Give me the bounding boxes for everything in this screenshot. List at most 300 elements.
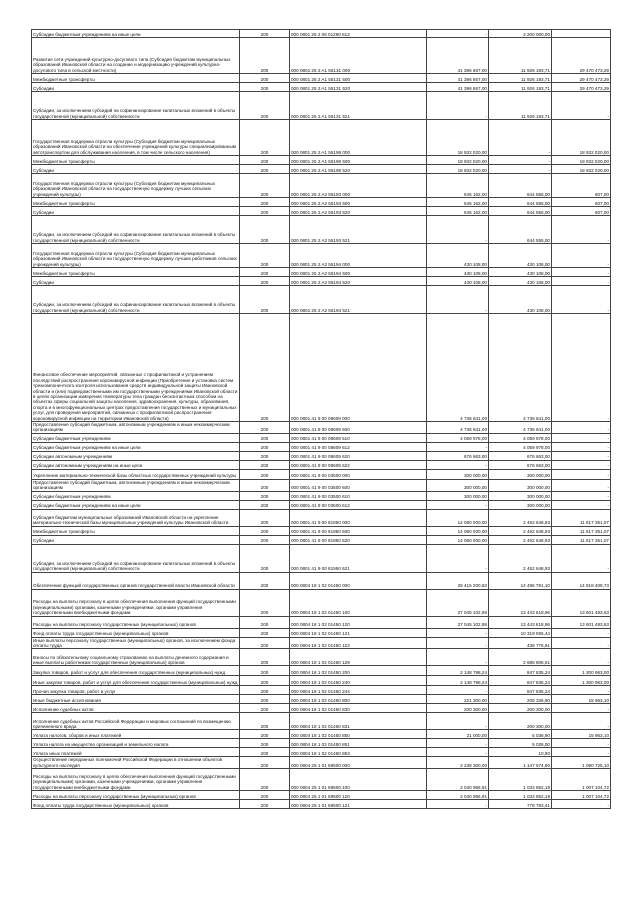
row-approved-amount: 200 300,00 [427, 704, 489, 713]
row-executed-amount: 438 776,91 [489, 637, 552, 649]
row-unexecuted-amount: 1 300 963,00 [552, 666, 611, 676]
row-approved-amount: 14 080 000,00 [427, 535, 489, 544]
row-executed-amount: 4 059 978,00 [489, 442, 552, 451]
row-approved-amount: 41 396 667,00 [427, 74, 489, 83]
row-classification-code: 000 0801 41 9 00 08609 610 [290, 433, 427, 442]
table-row [32, 666, 611, 676]
row-unexecuted-amount: 18 932 020,00 [552, 120, 611, 156]
row-classification-code: 000 0801 25 2 A1 55198 500 [290, 156, 427, 165]
row-unexecuted-amount: 15 963,10 [552, 695, 611, 704]
row-classification-code: 000 0804 25 1 01 59500 120 [290, 791, 427, 800]
row-unexecuted-amount: 1 007 104,72 [552, 791, 611, 800]
row-name: Субсидии, за исключением субсидий на софинансирование капитальных вложений в объекты государственной (муниципальной) собственности [32, 286, 240, 314]
table-row [32, 739, 611, 748]
row-code: 200 [240, 649, 290, 666]
row-name: Государственная поддержка отрасли культуры (Субсидия бюджетам муниципальных образований Ивановской области на государственную поддержку лучших сельских учреждений культуры) [32, 174, 240, 198]
row-approved-amount: 41 396 667,00 [427, 83, 489, 92]
row-classification-code: 000 0801 25 2 A2 55194 500 [290, 268, 427, 277]
row-code: 200 [240, 198, 290, 207]
row-unexecuted-amount: - [552, 442, 611, 451]
row-name: Расходы на выплаты персоналу государственных (муниципальных) органов [32, 616, 240, 628]
row-code: 200 [240, 207, 290, 216]
row-executed-amount: 644 555,00 [489, 174, 552, 198]
row-approved-amount: 430 108,00 [427, 244, 489, 268]
row-unexecuted-amount: - [552, 460, 611, 469]
row-approved-amount: 645 162,00 [427, 174, 489, 198]
row-classification-code: 000 0801 41 9 00 03500 610 [290, 491, 427, 500]
row-name: Финансовое обеспечение мероприятий, связанных с профилактикой и устранением последствий распространения коронавирусной инфекции (Приобретение и установка систем трехкомпонентного контроля использования средств индивидуальной защиты Ивановской области и (или) подведомственными им государственными учреждениями Ивановской области в целях организации измерения температуры тела граждан бесконтактным способом на объектах сферы социальной защиты населения, здравоохранения, культуры, образования, спорта и в многофункциональных центрах предоставления государственных и муниципальных услуг, для проведения мероприятий, связанных с профилактикой распространения коронавирусной инфекции на территории Ивановской области) [32, 314, 240, 422]
row-name: Межбюджетные трансферты [32, 526, 240, 535]
row-approved-amount: 2 148 798,24 [427, 666, 489, 676]
row-classification-code: 000 0804 18 1 02 01450 800 [290, 695, 427, 704]
row-name: Уплата налога на имущество организаций и земельного налога [32, 739, 240, 748]
table-row [32, 38, 611, 74]
row-code: 200 [240, 676, 290, 686]
row-classification-code: 000 0804 18 1 02 01450 129 [290, 649, 427, 666]
row-name: Субсидии бюджетным учреждениям [32, 433, 240, 442]
table-row [32, 491, 611, 500]
row-unexecuted-amount: - [552, 469, 611, 479]
row-classification-code: 000 0801 41 9 00 81950 521 [290, 544, 427, 572]
row-name: Расходы на выплаты персоналу в целях обеспечения выполнения функций государственными (муниципальными) органами, казенными учреждениями, органами управления государственными внебюджетными фондами [32, 769, 240, 791]
row-classification-code: 000 0801 25 2 A1 55131 521 [290, 92, 427, 120]
row-classification-code: 000 0804 18 1 02 01450 120 [290, 616, 427, 628]
row-approved-amount: - [427, 649, 489, 666]
row-name: Иные закупки товаров, работ и услуг для обеспечения государственных (муниципальных) нужд [32, 676, 240, 686]
row-code: 200 [240, 509, 290, 526]
row-approved-amount: 18 932 020,00 [427, 120, 489, 156]
row-code: 200 [240, 277, 290, 286]
row-classification-code: 000 0801 25 2 A2 55194 520 [290, 277, 427, 286]
row-unexecuted-amount: 1 090 725,10 [552, 757, 611, 769]
row-approved-amount: - [427, 748, 489, 757]
row-classification-code: 000 0801 41 9 00 81950 500 [290, 526, 427, 535]
row-name: Субсидии [32, 207, 240, 216]
row-approved-amount: - [427, 460, 489, 469]
row-name: Межбюджетные трансферты [32, 268, 240, 277]
row-approved-amount: - [427, 216, 489, 244]
table-row [32, 120, 611, 156]
row-approved-amount: - [427, 442, 489, 451]
row-unexecuted-amount: 607,00 [552, 207, 611, 216]
row-code: 200 [240, 165, 290, 174]
row-name: Межбюджетные трансферты [32, 198, 240, 207]
row-classification-code: 000 0804 18 1 02 01450 100 [290, 589, 427, 616]
row-executed-amount: 676 663,00 [489, 460, 552, 469]
row-approved-amount: 41 396 667,00 [427, 38, 489, 74]
row-unexecuted-amount: 18 932 020,00 [552, 156, 611, 165]
row-code: 200 [240, 704, 290, 713]
table-row [32, 460, 611, 469]
row-code: 200 [240, 666, 290, 676]
table-row [32, 748, 611, 757]
row-code: 200 [240, 469, 290, 479]
row-classification-code: 000 0804 18 1 02 01450 000 [290, 572, 427, 589]
table-row [32, 628, 611, 637]
row-code: 200 [240, 460, 290, 469]
row-executed-amount: 300 000,00 [489, 479, 552, 491]
row-classification-code: 000 0801 25 2 A2 55193 500 [290, 198, 427, 207]
row-code: 200 [240, 30, 290, 38]
row-approved-amount: 300 000,00 [427, 469, 489, 479]
row-classification-code: 000 0801 41 9 00 08609 622 [290, 460, 427, 469]
row-executed-amount: 430 108,00 [489, 277, 552, 286]
row-classification-code: 000 0804 18 1 02 01450 851 [290, 739, 427, 748]
row-code: 200 [240, 535, 290, 544]
row-code: 200 [240, 686, 290, 695]
row-unexecuted-amount: 29 470 473,29 [552, 83, 611, 92]
row-name: Субсидии бюджетным учреждениям [32, 491, 240, 500]
table-row [32, 277, 611, 286]
row-approved-amount: - [427, 544, 489, 572]
row-code: 200 [240, 216, 290, 244]
row-name: Исполнение судебных актов [32, 704, 240, 713]
row-classification-code: 000 0801 41 9 00 81950 000 [290, 509, 427, 526]
row-classification-code: 000 0804 25 1 01 59500 100 [290, 769, 427, 791]
row-code: 200 [240, 83, 290, 92]
row-executed-amount: 4 059 978,00 [489, 433, 552, 442]
table-row [32, 589, 611, 616]
row-classification-code: 000 0804 18 1 02 01450 830 [290, 704, 427, 713]
table-row [32, 713, 611, 730]
row-unexecuted-amount: - [552, 451, 611, 460]
row-code: 200 [240, 156, 290, 165]
row-classification-code: 000 0801 41 9 00 08609 600 [290, 422, 427, 434]
row-approved-amount: 645 162,00 [427, 207, 489, 216]
row-executed-amount: 10 319 065,44 [489, 628, 552, 637]
row-unexecuted-amount: - [552, 544, 611, 572]
row-classification-code: 000 0801 41 9 00 03500 600 [290, 479, 427, 491]
row-executed-amount: 13 443 618,96 [489, 616, 552, 628]
row-unexecuted-amount: 29 470 473,29 [552, 38, 611, 74]
row-approved-amount: 14 080 000,00 [427, 526, 489, 535]
row-name: Предоставление субсидий бюджетным, автономным учреждениям и иным некоммерческим организациям [32, 479, 240, 491]
row-code: 200 [240, 791, 290, 800]
row-code: 200 [240, 38, 290, 74]
row-unexecuted-amount: - [552, 649, 611, 666]
row-classification-code: 000 0801 25 2 A2 55194 000 [290, 244, 427, 268]
table-row [32, 791, 611, 800]
table-row [32, 695, 611, 704]
row-approved-amount: 4 736 641,00 [427, 422, 489, 434]
table-row [32, 207, 611, 216]
table-row [32, 800, 611, 809]
table-row [32, 442, 611, 451]
row-executed-amount: 430 108,00 [489, 268, 552, 277]
row-unexecuted-amount: - [552, 433, 611, 442]
row-executed-amount: 2 462 648,93 [489, 544, 552, 572]
table-row [32, 616, 611, 628]
row-unexecuted-amount: 18 932 020,00 [552, 165, 611, 174]
row-approved-amount: 2 238 300,00 [427, 757, 489, 769]
row-unexecuted-amount: 15 963,10 [552, 730, 611, 739]
row-unexecuted-amount: - [552, 637, 611, 649]
row-classification-code: 000 0801 25 2 A2 55193 000 [290, 174, 427, 198]
row-executed-amount: 676 663,00 [489, 451, 552, 460]
row-executed-amount: 430 108,00 [489, 244, 552, 268]
row-code: 200 [240, 572, 290, 589]
table-row [32, 535, 611, 544]
table-body [32, 30, 611, 809]
row-classification-code: 000 0804 18 1 02 01450 831 [290, 713, 427, 730]
row-executed-amount: 11 926 193,71 [489, 38, 552, 74]
row-unexecuted-amount: - [552, 92, 611, 120]
row-approved-amount: 18 932 020,00 [427, 156, 489, 165]
row-classification-code: 000 0801 25 2 A1 55198 520 [290, 165, 427, 174]
table-row [32, 730, 611, 739]
row-approved-amount: - [427, 92, 489, 120]
row-executed-amount: 2 462 648,93 [489, 526, 552, 535]
row-code: 200 [240, 616, 290, 628]
row-unexecuted-amount: 11 617 351,07 [552, 526, 611, 535]
row-name: Расходы на выплаты персоналу государственных (муниципальных) органов [32, 791, 240, 800]
row-executed-amount: 300 000,00 [489, 491, 552, 500]
row-approved-amount: 4 059 978,00 [427, 433, 489, 442]
table-row [32, 156, 611, 165]
row-name: Государственная поддержка отрасли культуры (Субсидия бюджетам муниципальных образований Ивановской области на обеспечение учреждений культуры специализированным автотранспортом для обслуживания населения, в том числе сельского населения) [32, 120, 240, 156]
budget-execution-table [31, 29, 611, 809]
row-approved-amount: - [427, 628, 489, 637]
row-name: Субсидия бюджетам муниципальных образований Ивановской области на укрепление материально-технической базы муниципальных учреждений культуры Ивановской области [32, 509, 240, 526]
table-row [32, 500, 611, 509]
row-classification-code: 000 0801 25 2 A2 55193 521 [290, 216, 427, 244]
row-code: 200 [240, 491, 290, 500]
row-classification-code: 000 0801 41 9 00 08609 620 [290, 451, 427, 460]
row-executed-amount: 2 462 648,93 [489, 535, 552, 544]
row-executed-amount: 200 300,00 [489, 704, 552, 713]
row-approved-amount: 645 162,00 [427, 198, 489, 207]
row-unexecuted-amount: - [552, 244, 611, 268]
row-executed-amount: - [489, 156, 552, 165]
row-code: 200 [240, 628, 290, 637]
row-executed-amount: 300 000,00 [489, 500, 552, 509]
row-classification-code: 000 0804 18 1 02 01450 200 [290, 666, 427, 676]
row-code: 200 [240, 589, 290, 616]
row-executed-amount: 430 108,00 [489, 286, 552, 314]
row-unexecuted-amount: - [552, 216, 611, 244]
table-row [32, 686, 611, 695]
row-classification-code: 000 0801 25 2 A1 55131 500 [290, 74, 427, 83]
row-name: Осуществление переданных полномочий Российской Федерации в отношении объектов культурного наследия [32, 757, 240, 769]
row-unexecuted-amount: - [552, 704, 611, 713]
row-code: 200 [240, 268, 290, 277]
row-code: 200 [240, 730, 290, 739]
table-row [32, 165, 611, 174]
table-row [32, 676, 611, 686]
row-unexecuted-amount: - [552, 628, 611, 637]
table-row [32, 286, 611, 314]
row-classification-code: 000 0801 41 9 00 81950 520 [290, 535, 427, 544]
row-approved-amount: - [427, 500, 489, 509]
row-name: Развитие сети учреждений культурно-досугового типа (Субсидия бюджетам муниципальных образований Ивановской области на создание и модернизацию учреждений культурно-досугового типа в сельской местности) [32, 38, 240, 74]
row-executed-amount: - [489, 165, 552, 174]
row-approved-amount: - [427, 686, 489, 695]
row-executed-amount: 14 496 791,10 [489, 572, 552, 589]
row-name: Прочая закупка товаров, работ и услуг [32, 686, 240, 695]
row-unexecuted-amount: - [552, 713, 611, 730]
row-approved-amount: - [427, 637, 489, 649]
row-executed-amount: 4 736 641,00 [489, 314, 552, 422]
row-executed-amount: 200 300,00 [489, 713, 552, 730]
row-classification-code: 000 0801 25 2 A2 55193 520 [290, 207, 427, 216]
row-code: 200 [240, 422, 290, 434]
row-name: Уплата иных платежей [32, 748, 240, 757]
row-code: 200 [240, 713, 290, 730]
row-name: Субсидии бюджетным учреждениям на иные цели [32, 30, 240, 38]
row-executed-amount: 2 462 648,93 [489, 509, 552, 526]
table-row [32, 433, 611, 442]
row-name: Субсидии [32, 535, 240, 544]
row-code: 200 [240, 286, 290, 314]
row-executed-amount: 11 926 193,71 [489, 74, 552, 83]
row-unexecuted-amount: - [552, 800, 611, 809]
row-executed-amount: 644 555,00 [489, 207, 552, 216]
row-name: Уплата налогов, сборов и иных платежей [32, 730, 240, 739]
row-code: 200 [240, 451, 290, 460]
row-approved-amount: - [427, 286, 489, 314]
row-name: Предоставление субсидий бюджетным, автономным учреждениям и иным некоммерческим организациям [32, 422, 240, 434]
table-row [32, 526, 611, 535]
row-name: Субсидии, за исключением субсидий на софинансирование капитальных вложений в объекты государственной (муниципальной) собственности [32, 92, 240, 120]
row-classification-code: 000 0801 41 9 00 03500 000 [290, 469, 427, 479]
table-row [32, 198, 611, 207]
row-name: Исполнение судебных актов Российской Федерации и мировых соглашений по возмещению причиненного вреда [32, 713, 240, 730]
row-classification-code: 000 0801 41 9 00 03500 612 [290, 500, 427, 509]
row-classification-code: 000 0801 25 2 06 01260 612 [290, 30, 427, 38]
table-row [32, 704, 611, 713]
row-unexecuted-amount: - [552, 686, 611, 695]
table-row [32, 244, 611, 268]
row-code: 200 [240, 314, 290, 422]
row-classification-code: 000 0804 18 1 02 01450 244 [290, 686, 427, 695]
row-code: 200 [240, 544, 290, 572]
row-unexecuted-amount: - [552, 268, 611, 277]
row-name: Закупка товаров, работ и услуг для обеспечения государственных (муниципальных) нужд [32, 666, 240, 676]
table-row [32, 469, 611, 479]
table-row [32, 479, 611, 491]
row-unexecuted-amount: 1 300 963,00 [552, 676, 611, 686]
row-name: Фонд оплаты труда государственных (муниципальных) органов [32, 800, 240, 809]
row-classification-code: 000 0801 25 2 A2 55194 521 [290, 286, 427, 314]
table-row [32, 544, 611, 572]
table-row [32, 649, 611, 666]
row-name: Межбюджетные трансферты [32, 156, 240, 165]
row-approved-amount: 2 040 956,91 [427, 791, 489, 800]
table-row [32, 92, 611, 120]
row-name: Иные бюджетные ассигнования [32, 695, 240, 704]
table-row [32, 572, 611, 589]
row-executed-amount: 4 736 641,00 [489, 422, 552, 434]
row-name: Расходы на выплаты персоналу в целях обеспечения выполнения функций государственными (муниципальными) органами, казенными учреждениями, органами управления государственными внебюджетными фондами [32, 589, 240, 616]
row-name: Субсидии [32, 83, 240, 92]
row-classification-code: 000 0801 25 2 A1 55131 520 [290, 83, 427, 92]
row-approved-amount: - [427, 800, 489, 809]
row-code: 200 [240, 757, 290, 769]
table-row [32, 769, 611, 791]
table-row [32, 637, 611, 649]
row-classification-code: 000 0801 25 2 A1 55198 000 [290, 120, 427, 156]
row-name: Укрепление материально-технической базы областных государственных учреждений культуры [32, 469, 240, 479]
table-row [32, 451, 611, 460]
row-classification-code: 000 0801 25 2 A1 55131 000 [290, 38, 427, 74]
row-unexecuted-amount: 13 601 483,63 [552, 616, 611, 628]
table-row [32, 174, 611, 198]
row-name: Государственная поддержка отрасли культуры (Субсидия бюджетам муниципальных образований Ивановской области на государственную поддержку лучших работников сельских учреждений культуры) [32, 244, 240, 268]
table-row [32, 314, 611, 422]
row-unexecuted-amount: - [552, 286, 611, 314]
row-code: 200 [240, 800, 290, 809]
row-code: 200 [240, 479, 290, 491]
row-approved-amount: - [427, 739, 489, 748]
row-unexecuted-amount: - [552, 748, 611, 757]
table-row [32, 509, 611, 526]
row-code: 200 [240, 174, 290, 198]
row-executed-amount: 1 147 574,90 [489, 757, 552, 769]
row-executed-amount: 644 555,00 [489, 216, 552, 244]
row-unexecuted-amount: 11 617 351,07 [552, 535, 611, 544]
row-executed-amount: 5 026,00 [489, 739, 552, 748]
row-executed-amount: 205 336,90 [489, 695, 552, 704]
table-row [32, 83, 611, 92]
row-executed-amount: 1 033 852,19 [489, 791, 552, 800]
row-classification-code: 000 0801 41 9 00 08609 612 [290, 442, 427, 451]
row-executed-amount: 13 443 618,96 [489, 589, 552, 616]
row-approved-amount: 2 040 956,91 [427, 769, 489, 791]
row-unexecuted-amount: - [552, 479, 611, 491]
row-unexecuted-amount: - [552, 491, 611, 500]
row-approved-amount: 4 736 641,00 [427, 314, 489, 422]
row-approved-amount: 430 108,00 [427, 277, 489, 286]
row-code: 200 [240, 695, 290, 704]
row-name: Обеспечение функций государственных органов государственной власти Ивановской области [32, 572, 240, 589]
row-executed-amount: 847 835,24 [489, 666, 552, 676]
row-classification-code: 000 0801 41 9 00 08609 000 [290, 314, 427, 422]
row-unexecuted-amount: 607,00 [552, 198, 611, 207]
row-approved-amount: - [427, 30, 489, 38]
row-classification-code: 000 0804 25 1 01 59500 121 [290, 800, 427, 809]
row-code: 200 [240, 769, 290, 791]
row-classification-code: 000 0804 18 1 02 01450 121 [290, 628, 427, 637]
row-name: Субсидии автономным учреждениям на иные цели [32, 460, 240, 469]
row-name: Фонд оплаты труда государственных (муниципальных) органов [32, 628, 240, 637]
row-executed-amount: 5 036,90 [489, 730, 552, 739]
row-approved-amount: 676 663,00 [427, 451, 489, 460]
row-executed-amount: 11 926 193,71 [489, 92, 552, 120]
row-unexecuted-amount: 1 007 104,72 [552, 769, 611, 791]
row-executed-amount: 2 200 000,00 [489, 30, 552, 38]
row-name: Субсидии [32, 277, 240, 286]
row-approved-amount: 21 000,00 [427, 730, 489, 739]
row-approved-amount: 221 300,00 [427, 695, 489, 704]
row-approved-amount: 27 045 102,59 [427, 616, 489, 628]
row-name: Взносы по обязательному социальному страхованию на выплаты денежного содержания и иные выплаты работникам государственных (муниципальных) органов [32, 649, 240, 666]
row-unexecuted-amount: - [552, 422, 611, 434]
row-approved-amount: 18 932 020,00 [427, 165, 489, 174]
row-code: 200 [240, 526, 290, 535]
table-row [32, 30, 611, 38]
row-approved-amount: - [427, 713, 489, 730]
row-code: 200 [240, 637, 290, 649]
row-executed-amount: 11 926 193,71 [489, 83, 552, 92]
row-name: Субсидии автономным учреждениям [32, 451, 240, 460]
row-name: Субсидии бюджетным учреждениям на иные цели [32, 442, 240, 451]
row-unexecuted-amount: - [552, 277, 611, 286]
row-executed-amount: 300 000,00 [489, 469, 552, 479]
row-approved-amount: 27 045 102,59 [427, 589, 489, 616]
row-code: 200 [240, 433, 290, 442]
row-classification-code: 000 0804 18 1 02 01450 853 [290, 748, 427, 757]
row-executed-amount: 1 033 852,19 [489, 769, 552, 791]
